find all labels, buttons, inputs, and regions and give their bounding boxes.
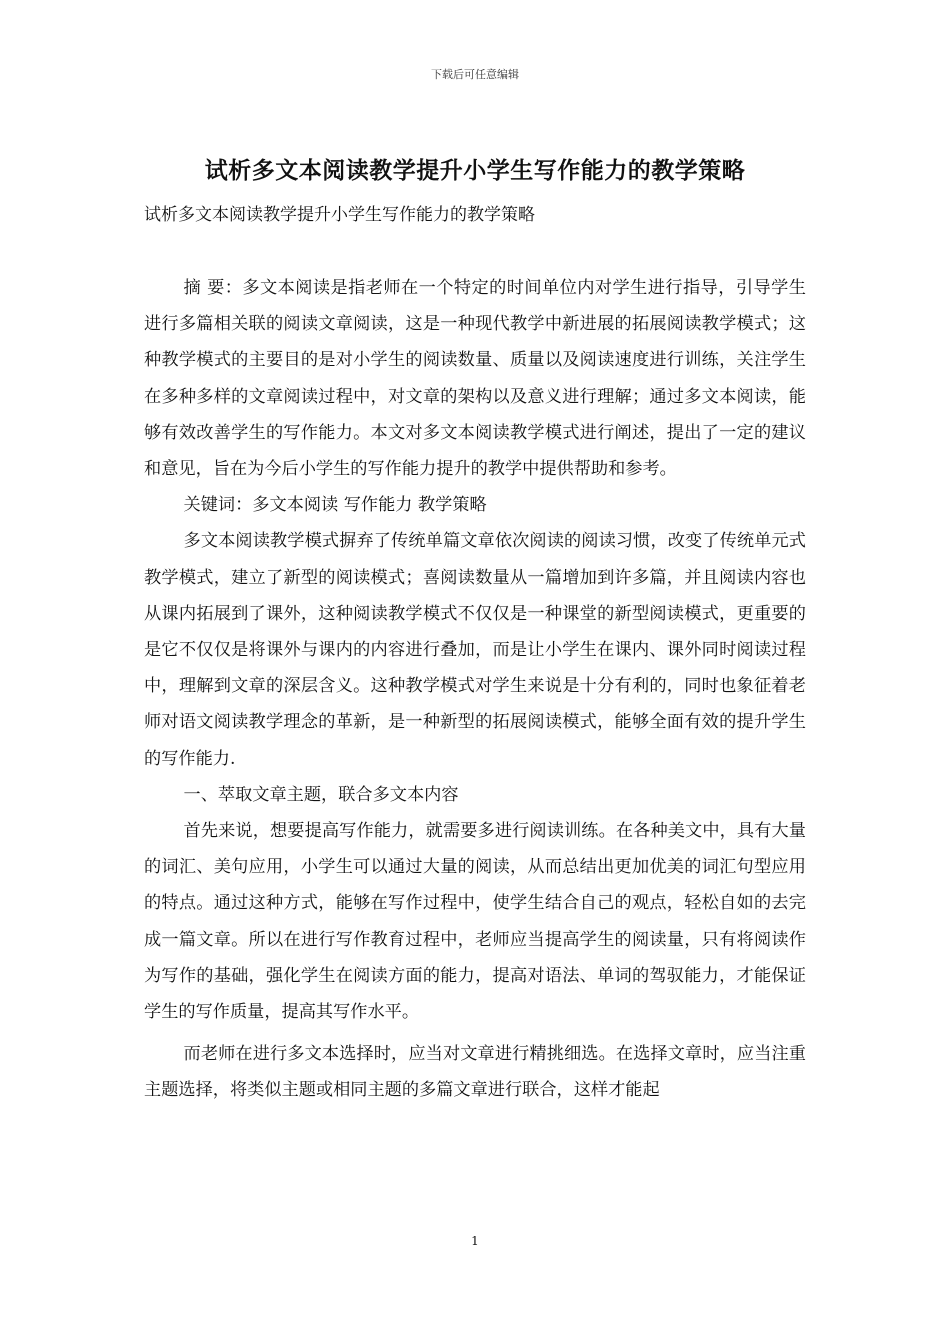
abstract-paragraph: 摘 要：多文本阅读是指老师在一个特定的时间单位内对学生进行指导，引导学生进行多篇相关联的阅读文章阅读，这是一种现代教学中新进展的拓展阅读教学模式；这种教学模式的主要目的是对小学生的阅读数量、质量以及阅读速度进行训练，关注学生在多种多样的文章阅读过程中，对文章的架构以及意义进行理解；通过多文本阅读，能够有效改善学生的写作能力。本文对多文本阅读教学模式进行阐述，提出了一定的建议和意见，旨在为今后小学生的写作能力提升的教学中提供帮助和参考。	[144, 278, 806, 480]
document-body	[144, 270, 806, 1109]
section-heading: 一、萃取文章主题，联合多文本内容	[183, 784, 459, 805]
intro-paragraph: 多文本阅读教学模式摒弃了传统单篇文章依次阅读的阅读习惯，改变了传统单元式教学模式，建立了新型的阅读模式；喜阅读数量从一篇增加到许多篇，并且阅读内容也从课内拓展到了课外，这种阅读教学模式不仅仅是一种课堂的新型阅读模式，更重要的是它不仅仅是将课外与课内的内容进行叠加，而是让小学生在课内、课外同时阅读过程中，理解到文章的深层含义。这种教学模式对学生来说是十分有利的，同时也象征着老师对语文阅读教学理念的革新，是一种新型的拓展阅读模式，能够全面有效的提升学生的写作能力.	[144, 531, 806, 769]
document-title: 试析多文本阅读教学提升小学生写作能力的教学策略	[204, 157, 746, 184]
body-paragraph: 而老师在进行多文本选择时，应当对文章进行精挑细选。在选择文章时，应当注重主题选择，将类似主题或相同主题的多篇文章进行联合，这样才能起	[144, 1044, 806, 1101]
document-subtitle: 试析多文本阅读教学提升小学生写作能力的教学策略	[144, 205, 535, 225]
page-number: 1	[471, 1234, 479, 1248]
keywords-paragraph: 关键词：多文本阅读 写作能力 教学策略	[183, 495, 487, 516]
body-paragraph: 首先来说，想要提高写作能力，就需要多进行阅读训练。在各种美文中，具有大量的词汇、美句应用，小学生可以通过大量的阅读，从而总结出更加优美的词汇句型应用的特点。通过这种方式，能够在写作过程中，使学生结合自己的观点，轻松自如的去完成一篇文章。所以在进行写作教育过程中，老师应当提高学生的阅读量，只有将阅读作为写作的基础，强化学生在阅读方面的能力，提高对语法、单词的驾驭能力，才能保证学生的写作质量，提高其写作水平。	[144, 821, 806, 1023]
header-note: 下载后可任意编辑	[431, 68, 519, 81]
